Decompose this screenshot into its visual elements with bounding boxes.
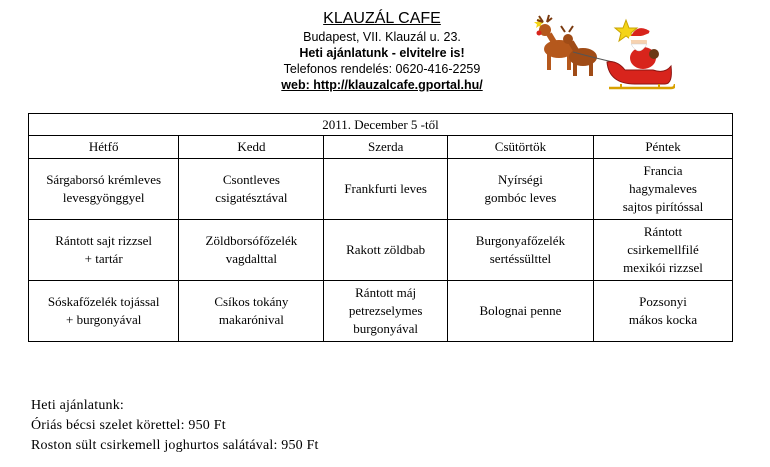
meal-cell [594,159,733,220]
meal-line: sertéssülttel [489,251,552,266]
day-header: Szerda [324,136,447,159]
meal-line: vagdalttal [225,251,278,266]
day-header: Hétfő [29,136,179,159]
meal-line: Zöldborsófőzelék [205,233,298,248]
meal-line: levesgyönggyel [62,190,145,205]
meal-cell [179,220,324,281]
meal-line: makarónival [218,312,284,327]
meal-cell [324,220,447,281]
menu-date: 2011. December 5 -től [29,114,733,136]
day-header: Csütörtök [447,136,593,159]
meal-cell [594,220,733,281]
meal-line: Rakott zöldbab [346,242,426,257]
meal-cell [179,159,324,220]
offer-item: Roston sült csirkemell joghurtos salátával: 950 Ft [31,438,319,453]
meal-line: burgonyával [353,321,419,336]
meal-line: Rántott sajt rizzsel [55,233,153,248]
meal-line: csigatésztával [215,190,288,205]
meal-line: csirkemellfilé [627,242,699,257]
weekly-menu-table [28,113,733,342]
cafe-tagline: Heti ajánlatunk - elvitelre is! [299,46,465,60]
meal-cell [447,281,593,342]
meal-line: Sárgaborsó krémleves [46,172,162,187]
day-header: Kedd [179,136,324,159]
meal-cell [29,281,179,342]
offer-item: Óriás bécsi szelet körettel: 950 Ft [31,418,226,433]
meal-line: Csontleves [222,172,280,187]
cafe-phone: Telefonos rendelés: 0620-416-2259 [283,62,481,76]
santa-sleigh-reindeer-icon [525,14,675,92]
weekly-offers [31,396,319,456]
meal-line: Burgonyafőzelék [475,233,566,248]
meal-line: mákos kocka [628,312,698,327]
meal-line: Sóskafőzelék tojással [47,294,160,309]
meal-line: + tartár [84,251,123,266]
meal-cell [29,159,179,220]
table-row [29,281,733,342]
meal-line: + burgonyával [66,312,142,327]
meal-line: Csíkos tokány [214,294,289,309]
day-header: Péntek [594,136,733,159]
meal-line: mexikói rizzsel [623,260,703,275]
day-header-row [29,136,733,159]
meal-line: Nyírségi [498,172,543,187]
table-row [29,220,733,281]
meal-line: hagymaleves [629,181,697,196]
offers-heading: Heti ajánlatunk: [31,398,125,413]
meal-cell [324,159,447,220]
meal-line: Rántott máj [355,285,417,300]
meal-cell [179,281,324,342]
meal-line: petrezselymes [348,303,423,318]
cafe-title: KLAUZÁL CAFE [323,10,441,27]
meal-line: sajtos pirítóssal [622,199,704,214]
cafe-web-link[interactable]: web: http://klauzalcafe.gportal.hu/ [281,78,483,92]
santa-icon [629,28,659,69]
meal-cell [324,281,447,342]
cafe-header [262,9,502,93]
table-row [29,159,733,220]
meal-line: gombóc leves [484,190,557,205]
meal-cell [594,281,733,342]
meal-line: Rántott [643,224,683,239]
meal-cell [447,220,593,281]
cafe-address: Budapest, VII. Klauzál u. 23. [303,30,461,44]
meal-cell [447,159,593,220]
meal-line: Francia [643,163,683,178]
meal-cell [29,220,179,281]
meal-line: Bolognai penne [479,303,562,318]
meal-line: Pozsonyi [639,294,687,309]
meal-line: Frankfurti leves [344,181,427,196]
